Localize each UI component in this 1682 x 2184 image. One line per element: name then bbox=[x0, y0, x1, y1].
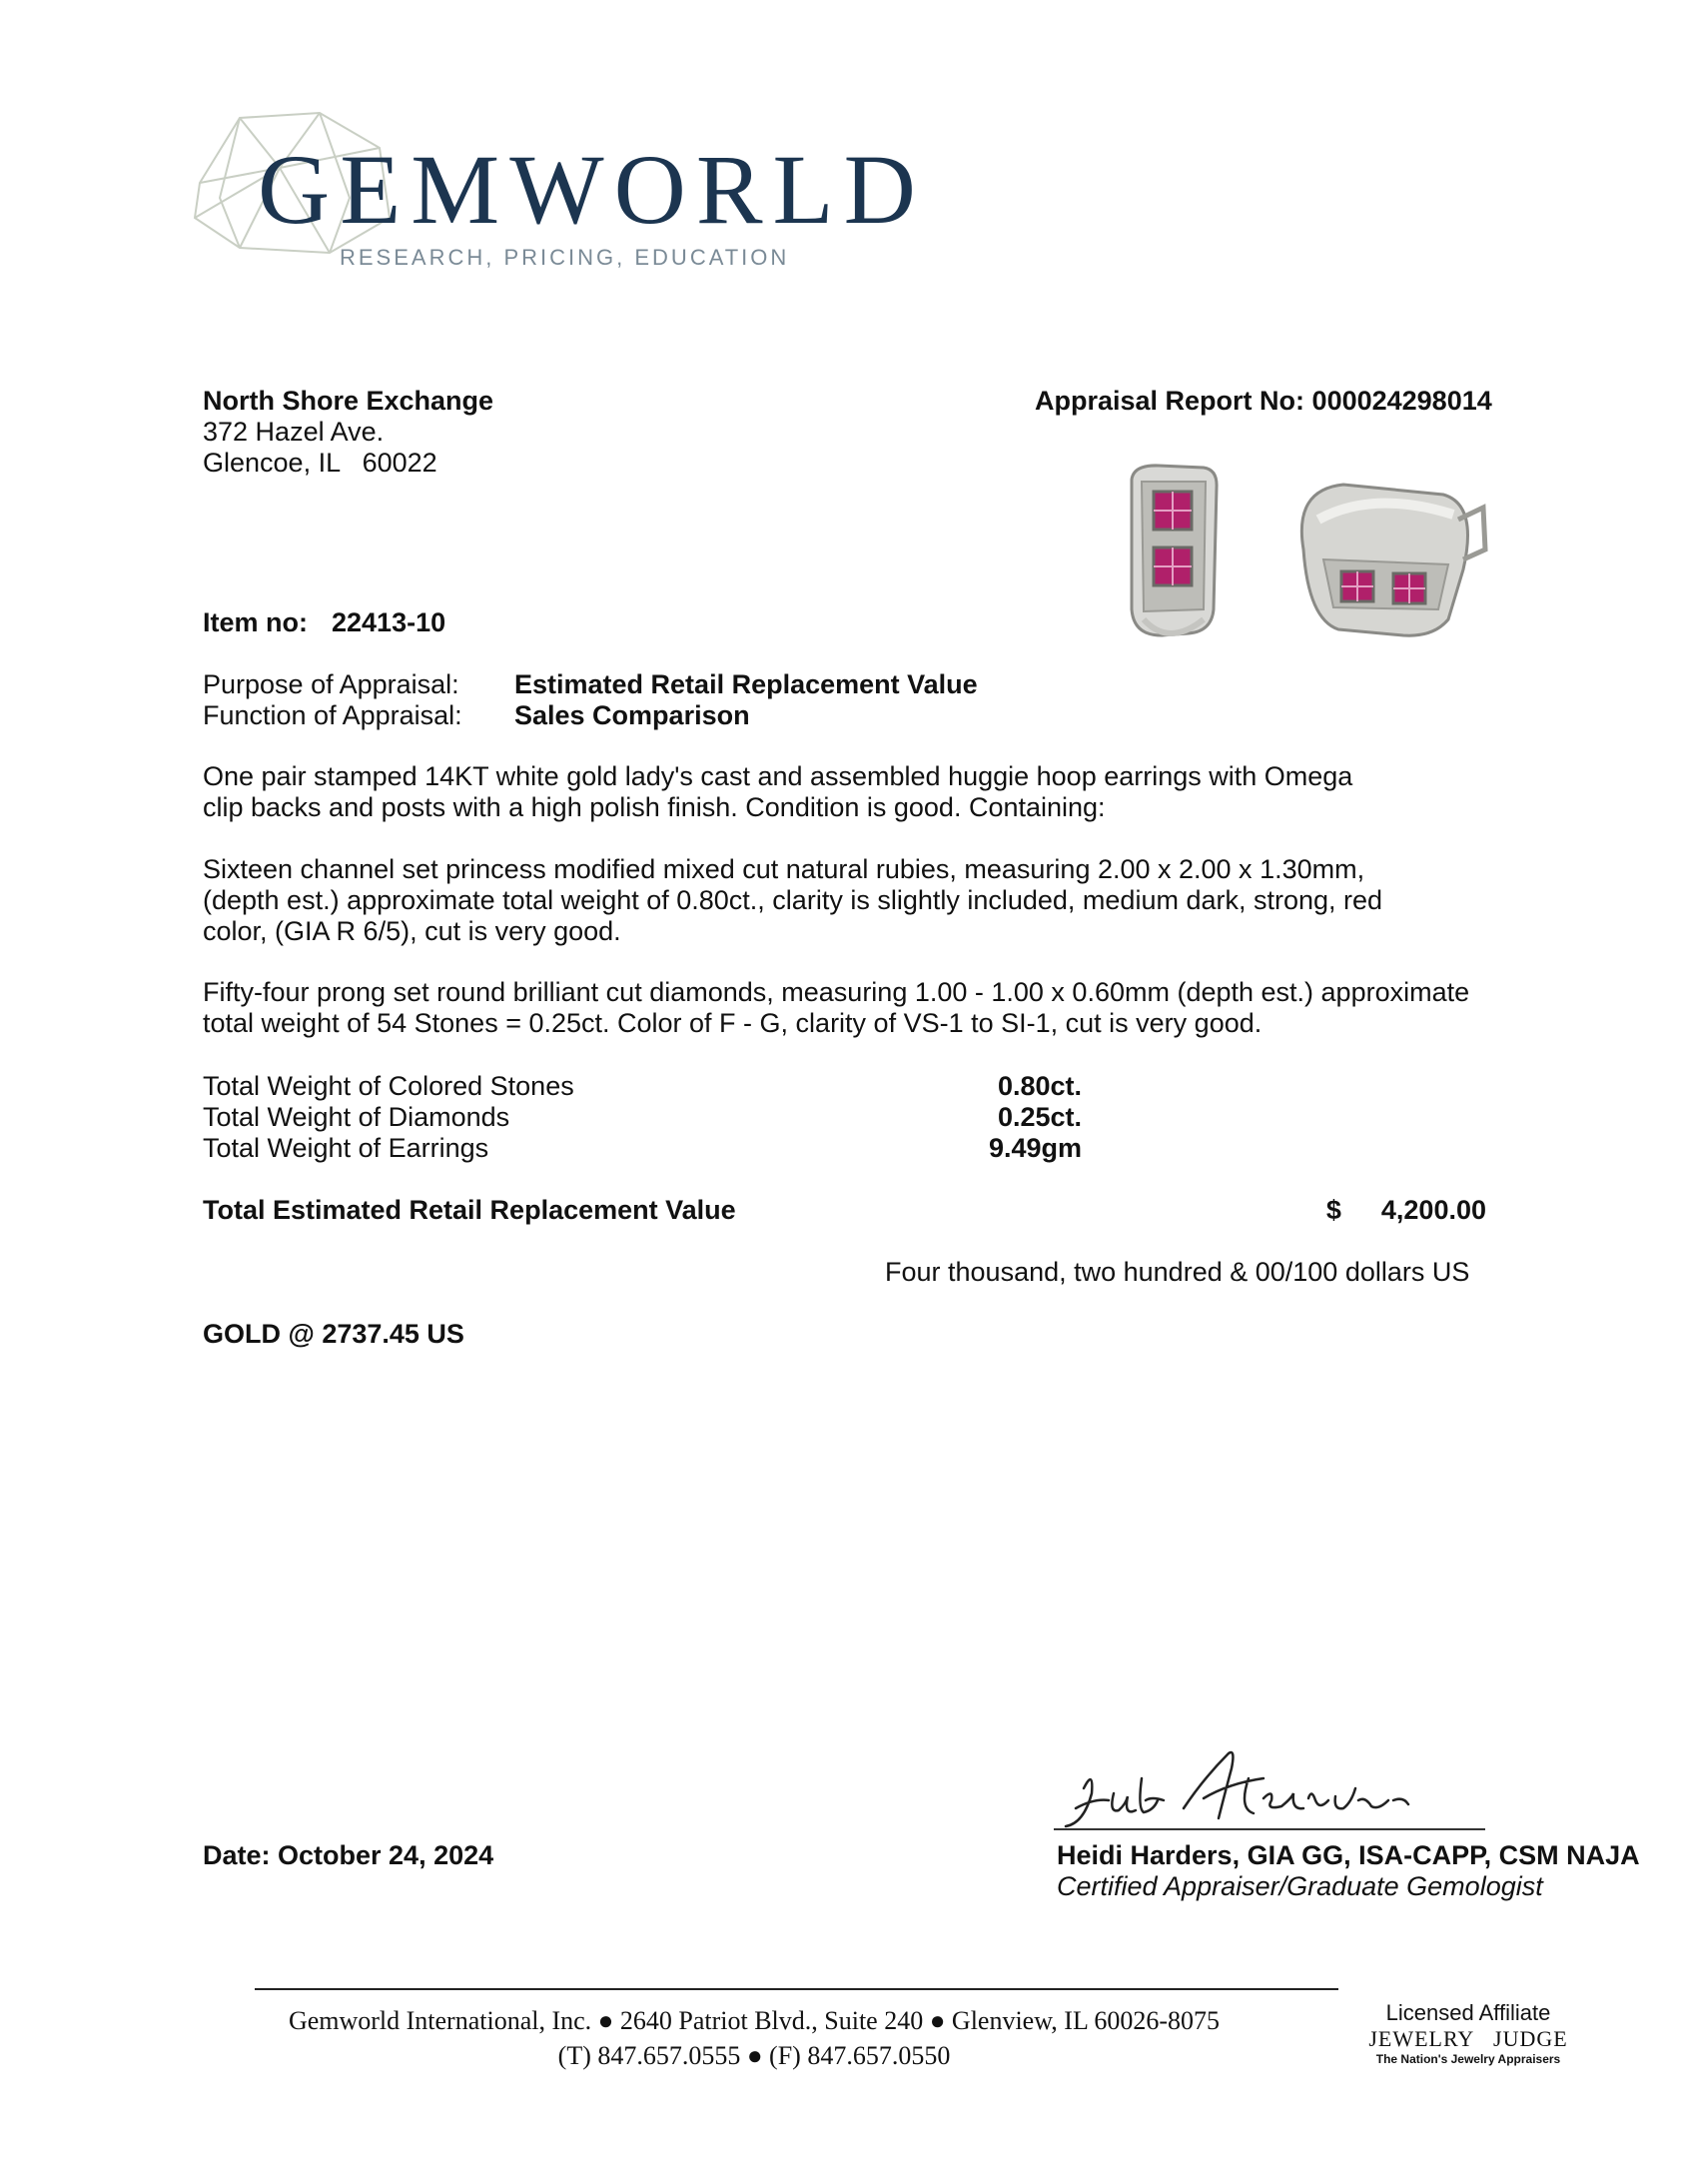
weight-value: 0.80ct. bbox=[997, 1071, 1082, 1101]
appraiser-block bbox=[1057, 1840, 1640, 1902]
signature-line bbox=[1054, 1828, 1485, 1830]
appraisal-date: Date: October 24, 2024 bbox=[203, 1840, 494, 1870]
item-description: One pair stamped 14KT white gold lady's cast and assembled huggie hoop earrings with Omega clip backs and posts with a high polish finish. Condition is good. Containing: bbox=[203, 761, 1353, 822]
logo-wordmark: GEMWORLD bbox=[258, 134, 926, 245]
currency-symbol: $ bbox=[1325, 1195, 1341, 1225]
earrings-photo bbox=[1114, 460, 1488, 649]
ruby-description: Sixteen channel set princess modified mixed cut natural rubies, measuring 2.00 x 2.00 x 1.30mm, (depth est.) approximate total weight of 0.80ct., clarity is slightly included, medium dark, strong, red color, (GIA R 6/5), cut is very good. bbox=[203, 854, 1383, 946]
earring-left-image bbox=[1132, 466, 1217, 635]
purpose-value: Estimated Retail Replacement Value bbox=[514, 669, 978, 699]
client-city: Glencoe, IL 60022 bbox=[203, 448, 437, 478]
weight-row bbox=[203, 1133, 1082, 1164]
appraisal-purpose bbox=[203, 669, 978, 731]
signature-image bbox=[1054, 1738, 1493, 1833]
gold-price: GOLD @ 2737.45 US bbox=[203, 1319, 464, 1349]
footer-line-1: Gemworld International, Inc. ● 2640 Patriot Blvd., Suite 240 ● Glenview, IL 60026-8075 bbox=[288, 2006, 1221, 2035]
weight-value: 9.49gm bbox=[988, 1133, 1082, 1163]
report-label: Appraisal Report No: bbox=[1035, 386, 1305, 416]
weight-value: 0.25ct. bbox=[997, 1102, 1082, 1132]
purpose-label: Purpose of Appraisal: bbox=[203, 669, 459, 699]
total-label: Total Estimated Retail Replacement Value bbox=[203, 1195, 736, 1225]
amount-value: 4,200.00 bbox=[1380, 1195, 1486, 1225]
function-label: Function of Appraisal: bbox=[203, 700, 462, 730]
diamond-description: Fifty-four prong set round brilliant cut diamonds, measuring 1.00 - 1.00 x 0.60mm (depth est.) approximate total weight of 54 Stones = 0.25ct. Color of F - G, clarity of VS-1 to SI-1, cut is very good. bbox=[203, 977, 1470, 1038]
footer-line-2: (T) 847.657.0555 ● (F) 847.657.0550 bbox=[557, 2041, 951, 2070]
affiliate-label: Licensed Affiliate bbox=[1385, 2000, 1551, 2025]
report-value: 000024298014 bbox=[1311, 386, 1492, 416]
weights-table bbox=[203, 1071, 1082, 1164]
item-value: 22413-10 bbox=[332, 607, 446, 637]
affiliate-tagline: The Nation's Jewelry Appraisers bbox=[1375, 2052, 1561, 2066]
item-number bbox=[203, 607, 445, 638]
appraiser-name: Heidi Harders, GIA GG, ISA-CAPP, CSM NAJA bbox=[1057, 1840, 1640, 1870]
footer-address bbox=[255, 2003, 1254, 2073]
client-street: 372 Hazel Ave. bbox=[203, 417, 385, 447]
report-number bbox=[1035, 386, 1492, 417]
client-name: North Shore Exchange bbox=[203, 386, 494, 416]
logo-tagline: RESEARCH, PRICING, EDUCATION bbox=[340, 245, 790, 270]
item-label: Item no: bbox=[203, 607, 308, 637]
earring-right-image bbox=[1301, 485, 1485, 635]
client-address bbox=[203, 386, 493, 479]
weight-row bbox=[203, 1071, 1082, 1102]
function-value: Sales Comparison bbox=[514, 700, 750, 730]
total-amount bbox=[1326, 1195, 1486, 1226]
total-value bbox=[203, 1195, 1486, 1226]
weight-label: Total Weight of Diamonds bbox=[203, 1102, 510, 1132]
footer-divider bbox=[255, 1988, 1338, 1990]
weight-row bbox=[203, 1102, 1082, 1133]
affiliate-logo bbox=[1358, 2000, 1578, 2066]
weight-label: Total Weight of Earrings bbox=[203, 1133, 489, 1163]
affiliate-brand: JEWELRY JUDGE bbox=[1368, 2026, 1568, 2051]
weight-label: Total Weight of Colored Stones bbox=[203, 1071, 574, 1101]
total-in-words: Four thousand, two hundred & 00/100 dollars US bbox=[885, 1257, 1470, 1287]
appraiser-title: Certified Appraiser/Graduate Gemologist bbox=[1057, 1871, 1543, 1901]
